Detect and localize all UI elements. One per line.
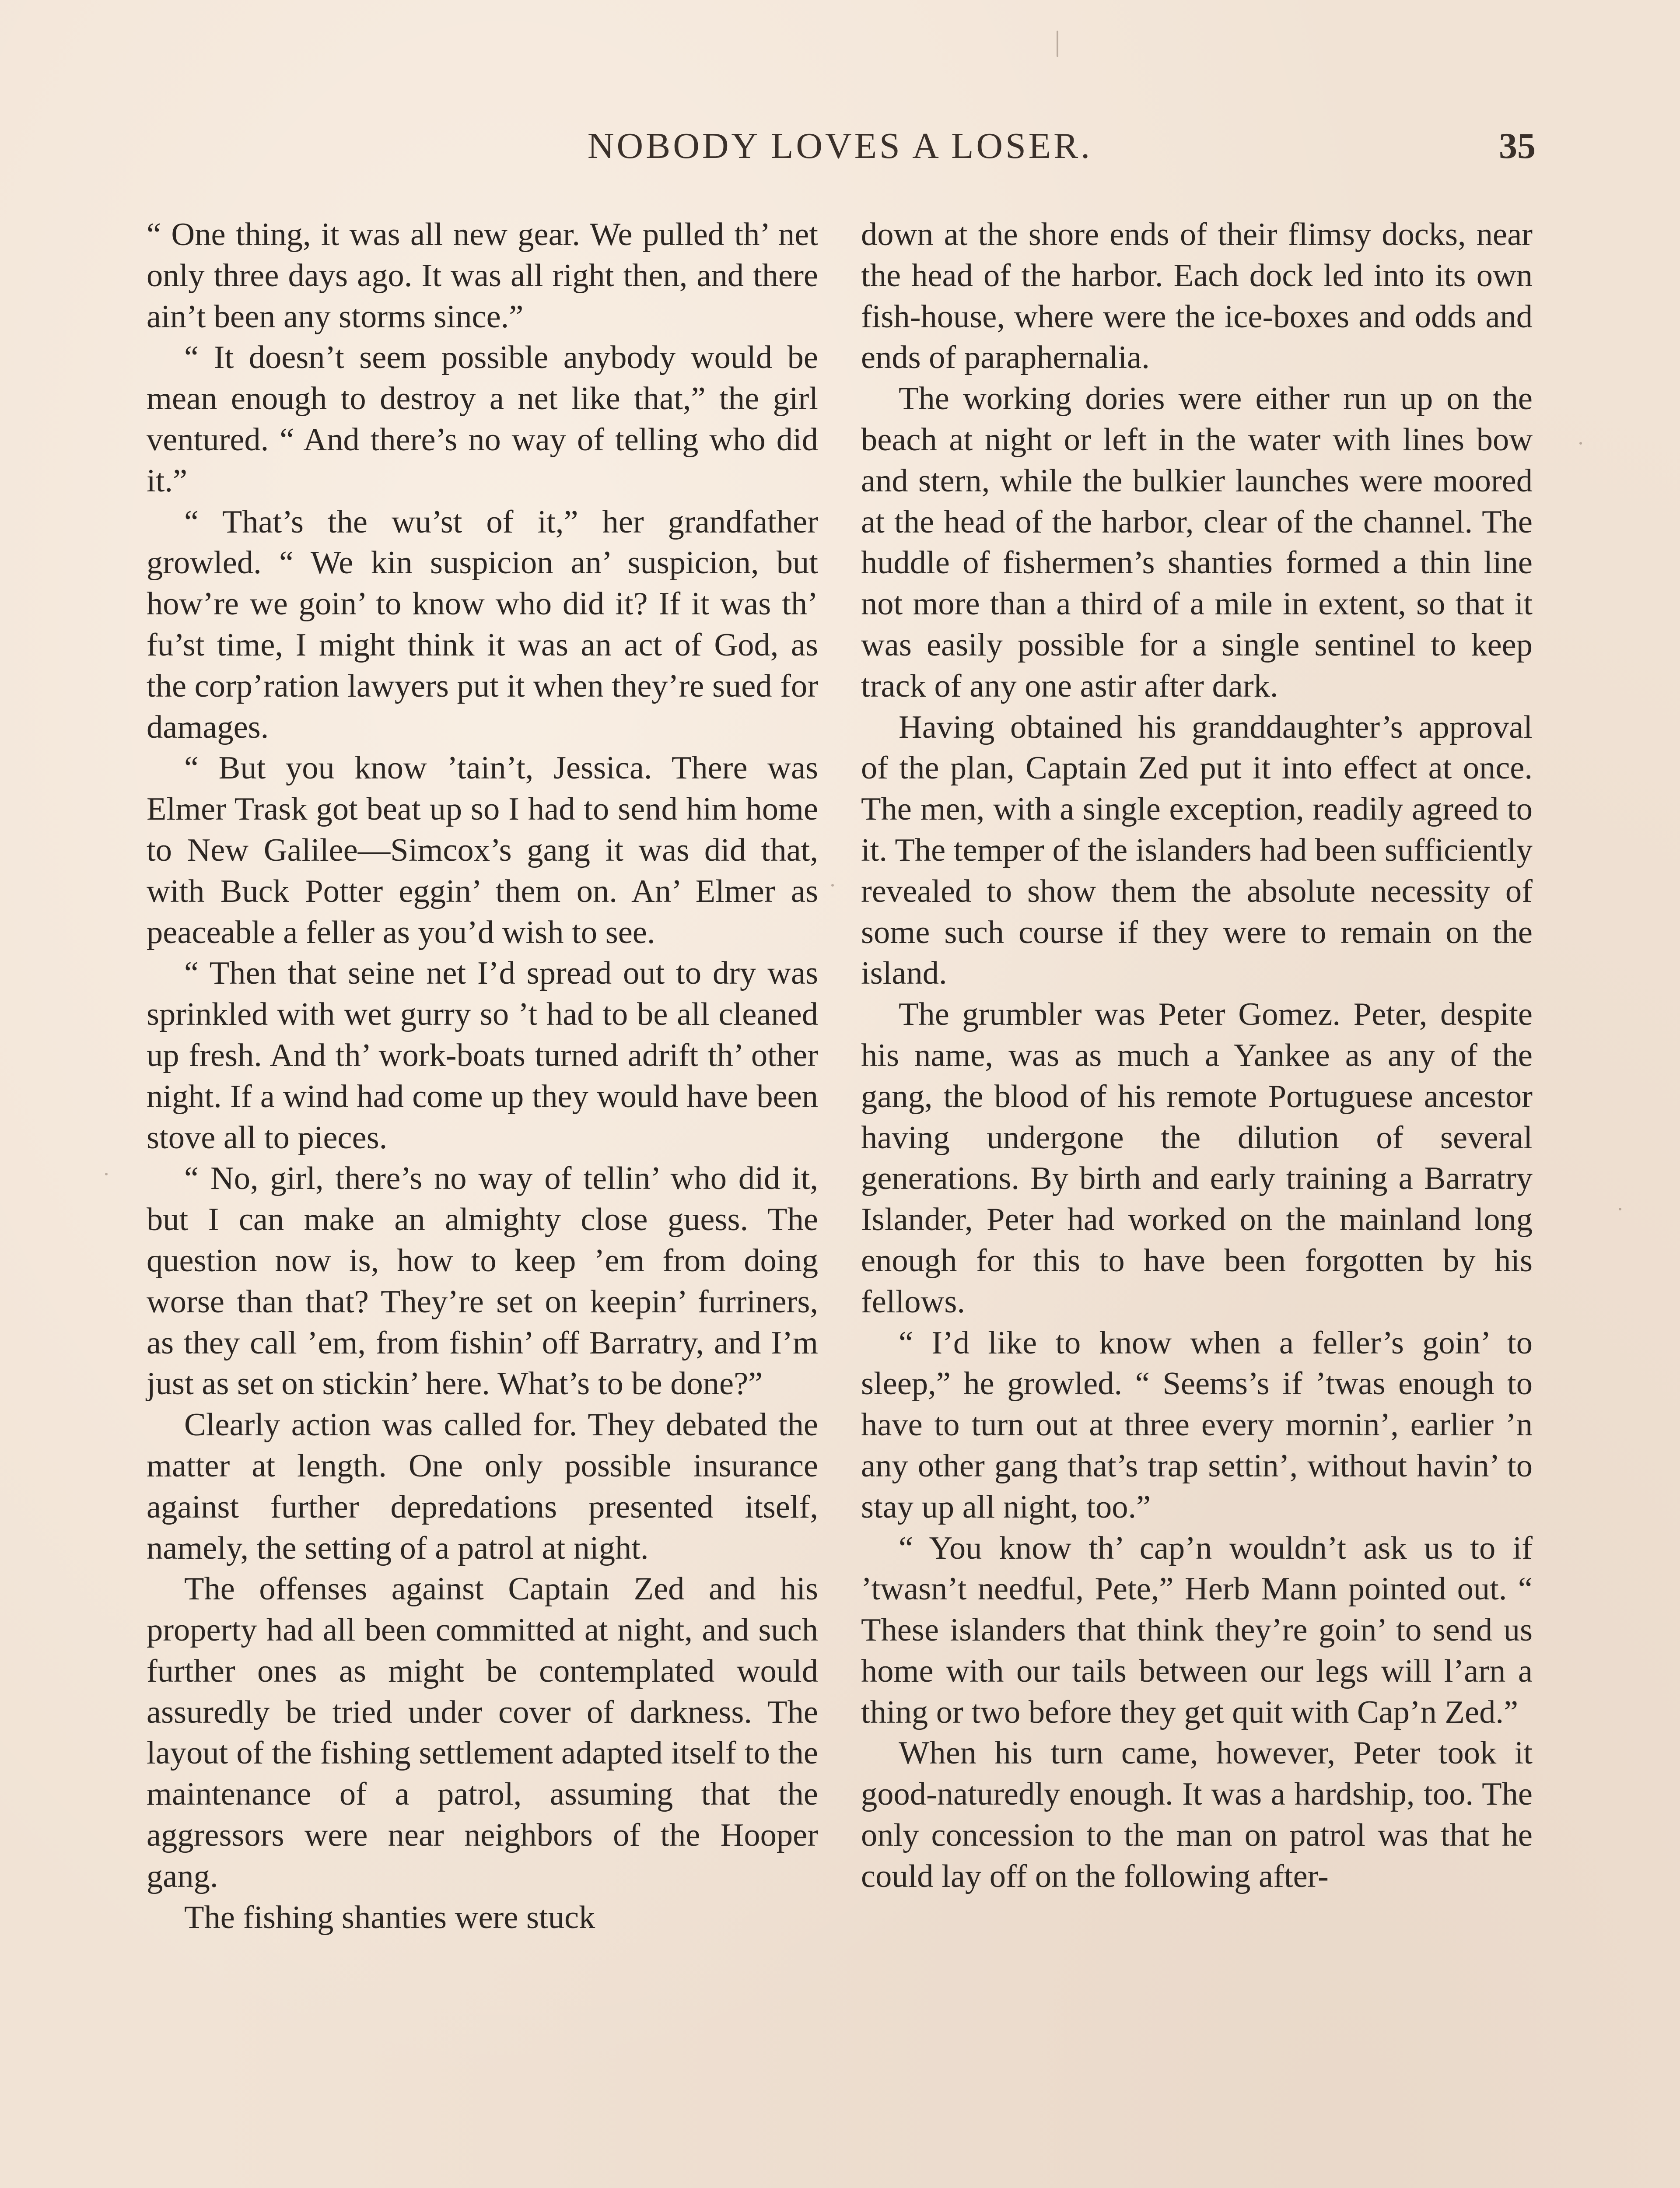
paragraph: “ Then that seine net I’d spread out to dry was sprinkled with wet gurry so ’t had to be all cleaned up fresh. And th’ work-boats turned adrift th’ other night. If a wind had come up they would have been stove all to pieces.	[147, 955, 818, 1156]
paragraph: “ No, girl, there’s no way of tellin’ who did it, but I can make an almighty close guess. The question now is, how to keep ’em from doing worse than that? They’re set on keepin’ furriners, as they call ’em, from fishin’ off Barratry, and I’m just as set on stickin’ here. What’s to be done?”	[147, 1161, 818, 1402]
paragraph: “ I’d like to know when a feller’s goin’ to sleep,” he growled. “ Seems’s if ’twas enough to have to turn out at three every mornin’, earlier ’n any other gang that’s trap settin’, without havin’ to stay up all night, too.”	[861, 1325, 1533, 1525]
paragraph: “ But you know ’tain’t, Jessica. There was Elmer Trask got beat up so I had to send him home to New Galilee—Simcox’s gang it was did that, with Buck Potter eggin’ them on. An’ Elmer as peaceable a feller as you’d wish to see.	[147, 750, 818, 950]
paragraph: The working dories were either run up on the beach at night or left in the water with lines bow and stern, while the bulkier launches were moored at the head of the harbor, clear of the channel. The huddle of fishermen’s shanties formed a thin line not more than a third of a mile in extent, so that it was easily possible for a single sentinel to keep track of any one astir after dark.	[861, 381, 1533, 704]
paragraph: The grumbler was Peter Gomez. Peter, despite his name, was as much a Yankee as any of the gang, the blood of his remote Portuguese ancestor having undergone the dilution of several generations. By birth and early training a Barratry Islander, Peter had worked on the mainland long enough for this to have been forgotten by his fellows.	[861, 996, 1533, 1320]
paragraph: The fishing shanties were stuck	[184, 1899, 595, 1936]
left-text-column	[147, 214, 818, 1938]
paragraph: When his turn came, however, Peter took it good-naturedly enough. It was a hardship, too. The only concession to the man on patrol was that he could lay off on the following after-	[861, 1735, 1533, 1894]
paragraph: Having obtained his granddaughter’s approval of the plan, Captain Zed put it into effect at once. The men, with a single exception, readily agreed to it. The temper of the islanders had been sufficiently revealed to show them the absolute necessity of some such course if they were to remain on the island.	[861, 709, 1533, 992]
paragraph: “ That’s the wu’st of it,” her grandfather growled. “ We kin suspicion an’ suspicion, but how’re we goin’ to know who did it? If it was th’ fu’st time, I might think it was an act of God, as the corp’ration lawyers put it when they’re sued for damages.	[147, 504, 818, 745]
paragraph: Clearly action was called for. They debated the matter at length. One only possible insurance against further depredations presented itself, namely, the setting of a patrol at night.	[147, 1407, 818, 1566]
page-number: 35	[1499, 126, 1536, 166]
paragraph: “ You know th’ cap’n wouldn’t ask us to if ’twasn’t needful, Pete,” Herb Mann pointed out. “ These islanders that think they’re goin’ to send us home with our tails between our legs will l’arn a thing or two before they get quit with Cap’n Zed.”	[861, 1530, 1533, 1730]
paragraph: “ It doesn’t seem possible anybody would be mean enough to destroy a net like that,” the girl ventured. “ And there’s no way of telling who did it.”	[147, 340, 818, 499]
paragraph: The offenses against Captain Zed and his property had all been committed at night, and such further ones as might be contemplated would assuredly be tried under cover of darkness. The layout of the fishing settlement adapted itself to the maintenance of a patrol, assuming that the aggressors were near neighbors of the Hooper gang.	[147, 1571, 818, 1894]
paragraph: down at the shore ends of their flimsy docks, near the head of the harbor. Each dock led into its own fish-house, where were the ice-boxes and odds and ends of paraphernalia.	[861, 217, 1533, 376]
right-text-column	[861, 214, 1533, 1897]
paragraph: “ One thing, it was all new gear. We pulled th’ net only three days ago. It was all right then, and there ain’t been any storms since.”	[147, 217, 818, 335]
running-header-title: NOBODY LOVES A LOSER.	[587, 126, 1093, 166]
